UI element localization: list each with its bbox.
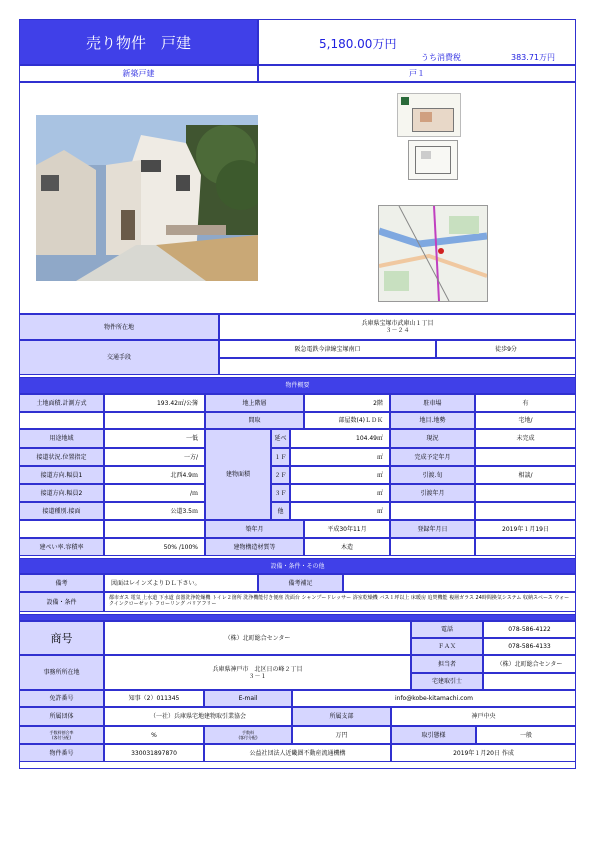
floor3-label: ３Ｆ (271, 484, 290, 502)
land-label: 土地面積.計測方式 (19, 394, 104, 412)
road1-value: 北西4.9ｍ (104, 466, 205, 484)
status-value: 未完成 (475, 429, 576, 448)
road2-label: 接道方向.幅員2 (19, 484, 104, 502)
page-title: 売り物件 戸建 (19, 19, 258, 65)
road2-value: /ｍ (104, 484, 205, 502)
road-type-label: 接道種別.接面 (19, 502, 104, 520)
remarks-value: 図面はレインズよりＤＬ下さい。 (104, 574, 258, 592)
blank-cell (104, 520, 205, 538)
equipment-label: 設備・条件 (19, 592, 104, 612)
branch-label: 所属支部 (292, 707, 391, 726)
price-value: 5,180.00万円 (319, 37, 397, 51)
floor2-label: ２Ｆ (271, 466, 290, 484)
registered-value: 2019年１月19日 (475, 520, 576, 538)
tax-value: 383.71万円 (511, 53, 555, 62)
transport-empty (219, 358, 576, 375)
facilities-heading: 設備・条件・その他 (19, 558, 576, 574)
blank-cell (19, 520, 104, 538)
broker-label: 宅建取引士 (411, 673, 483, 690)
other-value: ㎡ (290, 502, 390, 520)
fee-rate-label: 手数料割合率 (客付分配) (19, 726, 104, 744)
structure-label: 建物構造材質等 (205, 538, 304, 556)
floor1-value: ㎡ (290, 448, 390, 466)
branch-value: 神戸中央 (391, 707, 576, 726)
blank-cell (390, 502, 475, 520)
license-value: 知事（2）011345 (104, 690, 204, 707)
handover-month-label: 引渡年月 (390, 484, 475, 502)
floor3-value: ㎡ (290, 484, 390, 502)
property-type: 新築戸建 (19, 65, 258, 82)
equipment-value: 都市ガス 電気 上水道 下水道 食器洗浄乾燥機 トイレ２箇所 洗浄機能付き便座 洗面台 シャンプードレッサー 浴室乾燥機 バス１坪以上 床暖房 追焚機能 複層ガラス 24時間換気システム 収納スペース ウォークインクローゼット フローリング バリアフリー (104, 592, 576, 612)
blank-cell (475, 538, 576, 556)
completion-value (475, 448, 576, 466)
category-label: 地目.地勢 (390, 412, 475, 429)
staff-value: （株）北町総合センター (483, 655, 576, 673)
transport-walk: 徒歩9分 (436, 340, 576, 358)
floors-label: 地上階層 (205, 394, 304, 412)
tel-label: 電話 (411, 621, 483, 638)
blank-cell (390, 538, 475, 556)
category-value: 宅地/ (475, 412, 576, 429)
property-no-value: 330031897870 (104, 744, 204, 762)
remarks-extra-value (343, 574, 576, 592)
floor-plan (397, 93, 461, 137)
coverage-label: 建ぺい率.容積率 (19, 538, 104, 556)
layout-value: 部屋数(4)ＬＤＫ (304, 412, 390, 429)
price-box (258, 19, 576, 65)
land-value: 193.42㎡/公簿 (104, 394, 205, 412)
parking-label: 駐車場 (390, 394, 475, 412)
coverage-value: 50% /100% (104, 538, 205, 556)
created-date: 2019年１月20日 作成 (391, 744, 576, 762)
location-value: 兵庫県宝塚市武庫山１丁目 ３－２４ (219, 314, 576, 340)
fax-label: ＦＡＸ (411, 638, 483, 655)
address-label: 事務所所在地 (19, 655, 104, 690)
road-access-label: 接道状況.位置指定 (19, 448, 104, 466)
handover-label: 引渡.旬 (390, 466, 475, 484)
email-label: E-mail (204, 690, 292, 707)
address-value: 兵庫県神戸市 北区日の峰２丁目 ３－１ (104, 655, 411, 690)
building-area-label: 建物面積 (205, 429, 271, 520)
zoning-label: 用途地域 (19, 429, 104, 448)
floor2-value: ㎡ (290, 466, 390, 484)
blank-cell (19, 412, 104, 429)
fee-rate-value: % (104, 726, 204, 744)
completion-label: 完成予定年月 (390, 448, 475, 466)
total-value: 104.49㎡ (290, 429, 390, 448)
fee-label: 手数料 (客付分配) (204, 726, 292, 744)
location-label: 物件所在地 (19, 314, 219, 340)
property-no-label: 物件番号 (19, 744, 104, 762)
fee-value: 万円 (292, 726, 391, 744)
unit-count: 戸１ (258, 65, 576, 82)
license-label: 免許番号 (19, 690, 104, 707)
email-link[interactable]: info@kobe-kitamachi.com (292, 690, 576, 707)
house-photo (36, 115, 258, 281)
deal-value: 一般 (476, 726, 576, 744)
blank-cell (104, 412, 205, 429)
total-label: 延べ (271, 429, 290, 448)
tax-label: うち消費税 (421, 53, 461, 62)
status-label: 現況 (390, 429, 475, 448)
remarks-label: 備考 (19, 574, 104, 592)
deal-label: 取引態様 (391, 726, 476, 744)
road-access-value: 一方/ (104, 448, 205, 466)
fax-value: 078-586-4133 (483, 638, 576, 655)
floor-plan-2f (408, 140, 458, 180)
built-label: 築年月 (205, 520, 304, 538)
summary-heading: 物件概要 (19, 377, 576, 394)
org-value: （一社）兵庫県宅地建物取引業協会 (104, 707, 292, 726)
parking-value: 有 (475, 394, 576, 412)
association-name: 公益社団法人近畿圏不動産流通機構 (204, 744, 391, 762)
org-label: 所属団体 (19, 707, 104, 726)
registered-label: 登録年月日 (390, 520, 475, 538)
transport-label: 交通手段 (19, 340, 219, 375)
tel-value: 078-586-4122 (483, 621, 576, 638)
other-label: 他 (271, 502, 290, 520)
area-map (378, 205, 488, 302)
road1-label: 接道方向.幅員1 (19, 466, 104, 484)
built-value: 平成30年11月 (304, 520, 390, 538)
handover-value: 相談/ (475, 466, 576, 484)
company-name-value: （株）北町総合センター (104, 621, 411, 655)
road-type-value: 公道3.5ｍ (104, 502, 205, 520)
floor1-label: １Ｆ (271, 448, 290, 466)
remarks-extra-label: 備考補足 (258, 574, 343, 592)
blank-cell (475, 502, 576, 520)
staff-label: 担当者 (411, 655, 483, 673)
broker-value (483, 673, 576, 690)
floors-value: 2階 (304, 394, 390, 412)
layout-label: 間取 (205, 412, 304, 429)
handover-month-value (475, 484, 576, 502)
company-name-label: 商号 (19, 621, 104, 655)
logo-icon (401, 97, 409, 105)
company-bar (19, 614, 576, 621)
transport-station: 阪急電鉄今津線宝塚南口 (219, 340, 436, 358)
zoning-value: 一低 (104, 429, 205, 448)
structure-value: 木造 (304, 538, 390, 556)
